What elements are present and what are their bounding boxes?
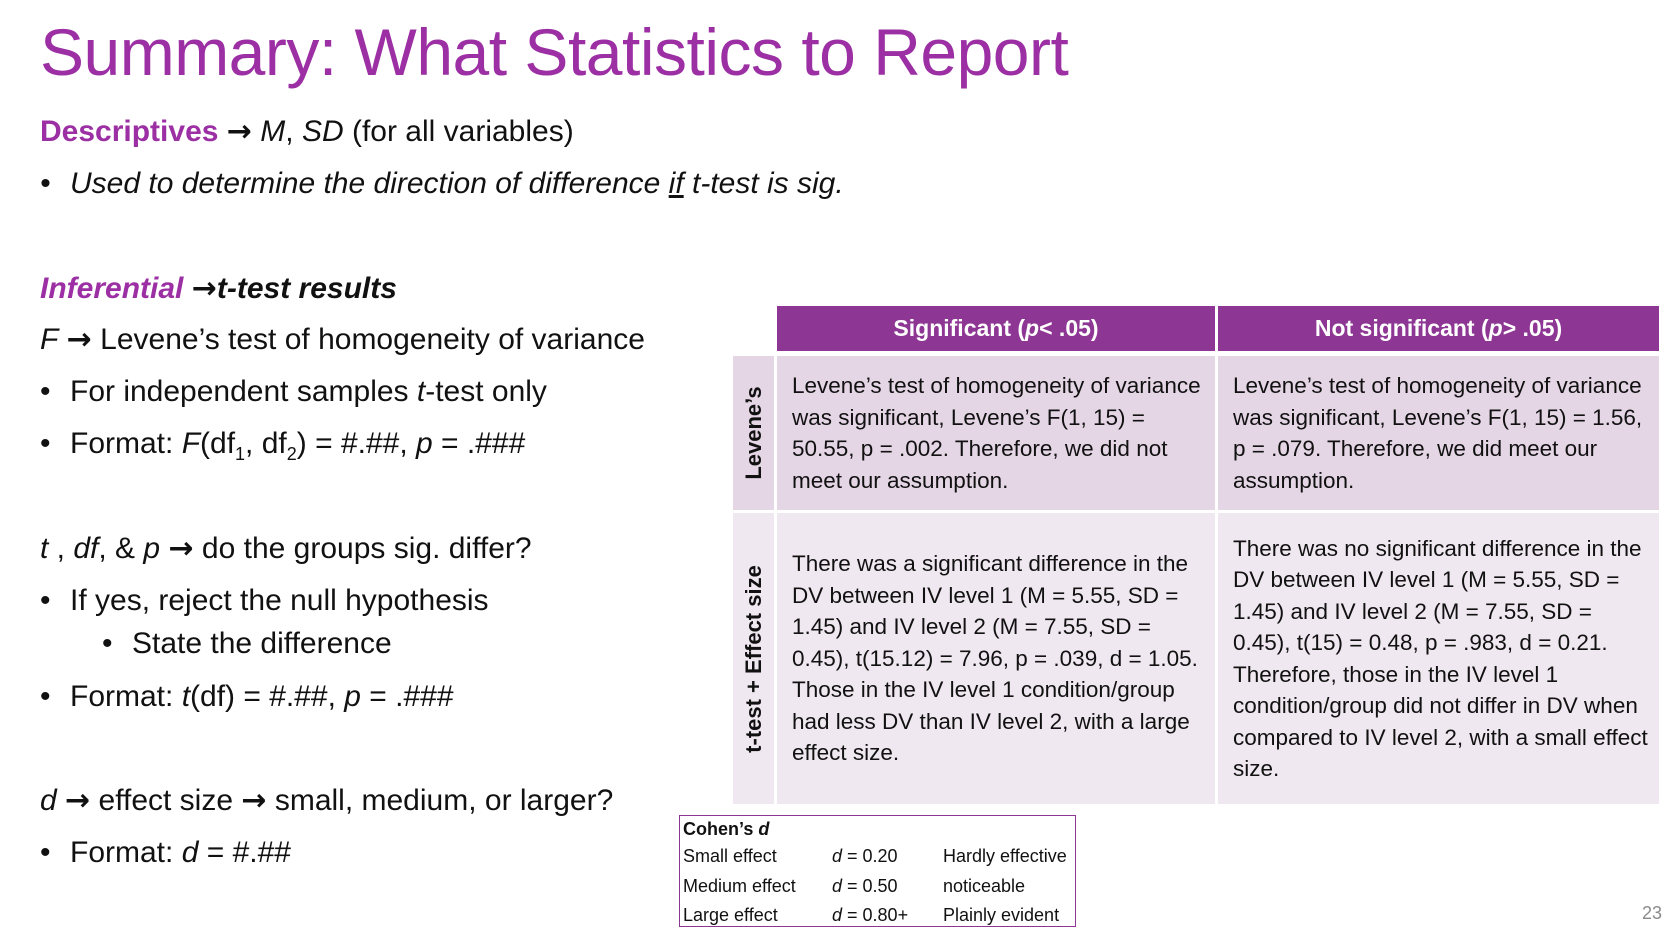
- cell-levene-not-significant: [1218, 356, 1659, 510]
- t-symbol: t: [181, 680, 191, 713]
- descriptives-line: [40, 114, 574, 149]
- d-symbol: d: [832, 905, 843, 925]
- t-sub-bullet: [102, 627, 392, 661]
- bullet-icon: •: [40, 584, 51, 617]
- text: small, medium, or larger?: [266, 784, 614, 817]
- reporting-table: [733, 306, 1659, 804]
- descriptives-rest: (for all variables): [343, 115, 574, 148]
- mean-symbol: M: [260, 115, 286, 148]
- bullet-text: Used to determine the direction of difference: [70, 167, 669, 200]
- d-symbol: d: [832, 876, 843, 896]
- bullet-end: t-test is sig.: [683, 167, 844, 200]
- t-line-text: do the groups sig. differ?: [193, 532, 532, 565]
- text: = 0.50: [842, 876, 898, 896]
- effect-description: Hardly effective: [943, 846, 1067, 866]
- t-bullet-1: [40, 584, 489, 618]
- cohens-d-table: [679, 815, 1076, 927]
- cell-ttest-significant: [777, 513, 1215, 804]
- text: (df: [200, 427, 236, 460]
- inferential-heading-line: [40, 271, 397, 306]
- descriptives-bullet: [40, 167, 844, 201]
- f-symbol: F: [40, 323, 59, 356]
- text: Not significant (: [1314, 315, 1489, 341]
- f-symbol: F: [181, 427, 201, 460]
- t-symbol: t: [40, 532, 49, 565]
- text: = 0.20: [842, 846, 898, 866]
- column-header-not-significant: [1218, 306, 1659, 351]
- cell-text: There was a significant difference in the DV between IV level 1 (M = 5.55, SD = 1.45) and IV level 2 (M = 7.55, SD = 0.45), t(15.12) = 7.96, p = .039, d = 1.05. Those in the IV level 1 condition/group had less DV than IV level 2, with a large effect size.: [792, 551, 1198, 766]
- effect-description: noticeable: [943, 876, 1026, 896]
- effect-label: Small effect: [683, 846, 777, 866]
- row-header-levene: [733, 356, 774, 510]
- d-bullet: [40, 836, 291, 870]
- text: = .###: [360, 680, 454, 713]
- bullet-icon: •: [40, 680, 51, 713]
- effect-description: Plainly evident: [943, 905, 1060, 925]
- t-line: [40, 531, 532, 566]
- text: , df: [245, 427, 287, 460]
- subscript: 1: [235, 444, 246, 464]
- text: Cohen’s: [683, 819, 759, 839]
- text: , &: [98, 532, 144, 565]
- p-symbol: p: [344, 680, 361, 713]
- descriptives-heading: Descriptives: [40, 115, 219, 148]
- arrow-icon: →: [65, 783, 91, 818]
- separator: ,: [285, 115, 302, 148]
- t-bullet-2: [40, 680, 454, 714]
- cohens-d-title: [683, 819, 769, 840]
- text: = 0.80+: [842, 905, 909, 925]
- d-symbol: d: [40, 784, 57, 817]
- arrow-icon: →: [226, 114, 252, 149]
- ttest-results: t-test results: [216, 272, 397, 305]
- cell-text: There was no significant difference in the DV between IV level 1 (M = 5.55, SD = 1.45) and IV level 2 (M = 7.55, SD = 0.45), t(15) = 0.48, p = .983, d = 0.21. Therefore, those in the IV level 1 condition/group did not differ in DV when compared to IV level 2, with a small effect size.: [1233, 535, 1648, 781]
- arrow-icon: →: [191, 271, 217, 306]
- text: = .###: [432, 427, 526, 460]
- cell-levene-significant: [777, 356, 1215, 510]
- bullet-if: if: [668, 167, 684, 200]
- slide-number: 23: [1641, 903, 1662, 923]
- text: Format:: [70, 836, 182, 869]
- text: -test only: [425, 375, 547, 408]
- text: Significant (: [893, 315, 1026, 341]
- f-line-text: Levene’s test of homogeneity of variance: [91, 323, 645, 356]
- p-symbol: p: [416, 427, 433, 460]
- text: Format:: [70, 427, 182, 460]
- effect-label: Large effect: [683, 905, 778, 925]
- text: = #.##: [198, 836, 291, 869]
- effect-value: [832, 846, 898, 867]
- inferential-heading: Inferential: [40, 272, 184, 305]
- f-bullet-2: [40, 427, 526, 464]
- row-label: t-test + Effect size: [740, 564, 766, 753]
- text: > .05): [1502, 315, 1563, 341]
- df-symbol: df: [73, 532, 99, 565]
- column-header-significant: [777, 306, 1215, 351]
- text: (df) = #.##,: [190, 680, 345, 713]
- text: State the difference: [132, 627, 392, 660]
- bullet-icon: •: [40, 427, 51, 460]
- bullet-icon: •: [40, 836, 51, 869]
- d-symbol: d: [832, 846, 843, 866]
- cell-text: Levene’s test of homogeneity of variance was significant, Levene’s F(1, 15) = 50.55, p = .002. Therefore, we did not meet our assumption.: [792, 373, 1201, 493]
- effect-value: [832, 905, 908, 926]
- t-symbol: t: [416, 375, 426, 408]
- p-symbol: p: [1025, 315, 1040, 341]
- cell-text: Levene’s test of homogeneity of variance was significant, Levene’s F(1, 15) = 1.56, p = .079. Therefore, we did meet our assumption.: [1233, 373, 1643, 493]
- row-label: Levene’s: [740, 386, 766, 480]
- arrow-icon: →: [168, 531, 194, 566]
- p-symbol: p: [1488, 315, 1503, 341]
- text: For independent samples: [70, 375, 417, 408]
- subscript: 2: [286, 444, 297, 464]
- bullet-icon: •: [40, 167, 51, 200]
- bullet-icon: •: [102, 627, 113, 660]
- d-symbol: d: [181, 836, 199, 869]
- text: effect size: [90, 784, 242, 817]
- p-symbol: p: [143, 532, 161, 565]
- cell-ttest-not-significant: [1218, 513, 1659, 804]
- row-header-ttest: [733, 513, 774, 804]
- f-bullet-1: [40, 375, 547, 409]
- bullet-icon: •: [40, 375, 51, 408]
- effect-value: [832, 876, 898, 897]
- text: If yes, reject the null hypothesis: [70, 584, 489, 617]
- text: Format:: [70, 680, 182, 713]
- slide-title: Summary: What Statistics to Report: [40, 15, 1069, 89]
- arrow-icon: →: [241, 783, 267, 818]
- f-line: [40, 322, 645, 357]
- d-symbol: d: [758, 819, 770, 839]
- sd-symbol: SD: [301, 115, 344, 148]
- arrow-icon: →: [66, 322, 92, 357]
- text: ) = #.##,: [296, 427, 417, 460]
- d-line: [40, 783, 613, 818]
- text: ,: [48, 532, 74, 565]
- text: < .05): [1039, 315, 1099, 341]
- effect-label: Medium effect: [683, 876, 796, 896]
